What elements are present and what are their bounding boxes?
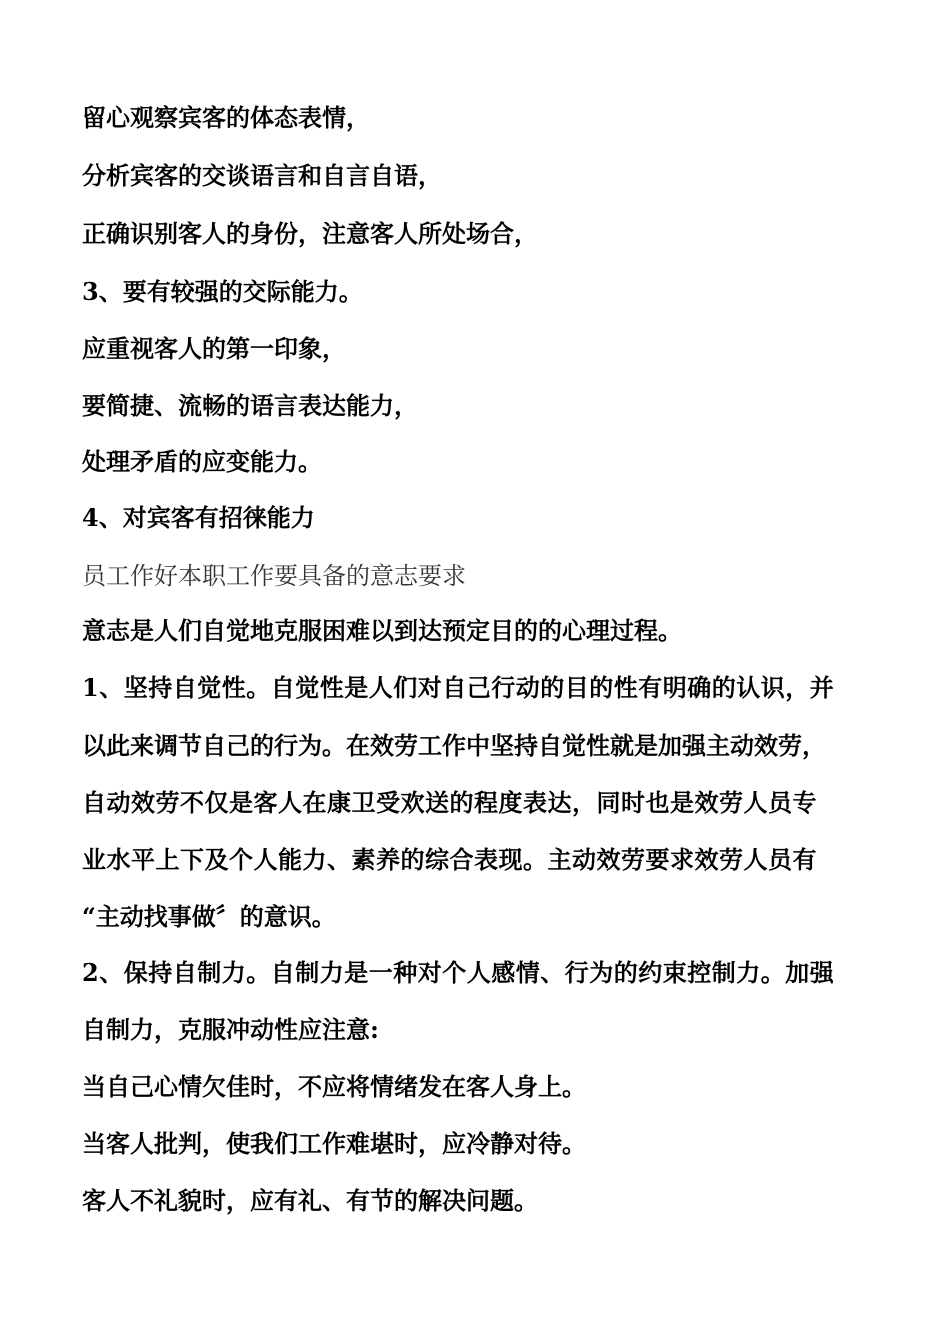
text-line: 2、保持自制力。自制力是一种对个人感情、行为的约束控制力。加强 bbox=[82, 958, 835, 987]
text-line: 正确识别客人的身份，注意客人所处场合， bbox=[82, 219, 538, 248]
text-line: 自动效劳不仅是客人在康卫受欢送的程度表达，同时也是效劳人员专 bbox=[82, 788, 817, 817]
text-line: 客人不礼貌时，应有礼、有节的解决问题。 bbox=[82, 1186, 538, 1215]
text-line: 4、对宾客有招徕能力 bbox=[82, 503, 315, 532]
text-line: 业水平上下及个人能力、素养的综合表现。主动效劳要求效劳人员有 bbox=[82, 845, 817, 874]
text-line: 3、要有较强的交际能力。 bbox=[82, 277, 363, 306]
text-line: 要简捷、流畅的语言表达能力， bbox=[82, 391, 418, 420]
text-line: 员工作好本职工作要具备的意志要求 bbox=[82, 562, 466, 590]
text-line: 当自己心情欠佳时，不应将情绪发在客人身上。 bbox=[82, 1072, 586, 1101]
text-line: 应重视客人的第一印象， bbox=[82, 334, 346, 363]
text-line: 自制力，克服冲动性应注意: bbox=[82, 1015, 379, 1044]
text-line: 以此来调节自己的行为。在效劳工作中坚持自觉性就是加强主动效劳， bbox=[82, 731, 826, 760]
text-line: 分析宾客的交谈语言和自言自语， bbox=[82, 161, 442, 190]
text-line: 处理矛盾的应变能力。 bbox=[82, 447, 322, 476]
text-line: 留心观察宾客的体态表情， bbox=[82, 103, 370, 132]
text-line: 当客人批判，使我们工作难堪时，应冷静对待。 bbox=[82, 1129, 586, 1158]
text-line: 1、坚持自觉性。自觉性是人们对自己行动的目的性有明确的认识，并 bbox=[82, 673, 835, 702]
text-line: “主动找事做〞的意识。 bbox=[82, 902, 336, 931]
text-line: 意志是人们自觉地克服困难以到达预定目的的心理过程。 bbox=[82, 616, 682, 645]
